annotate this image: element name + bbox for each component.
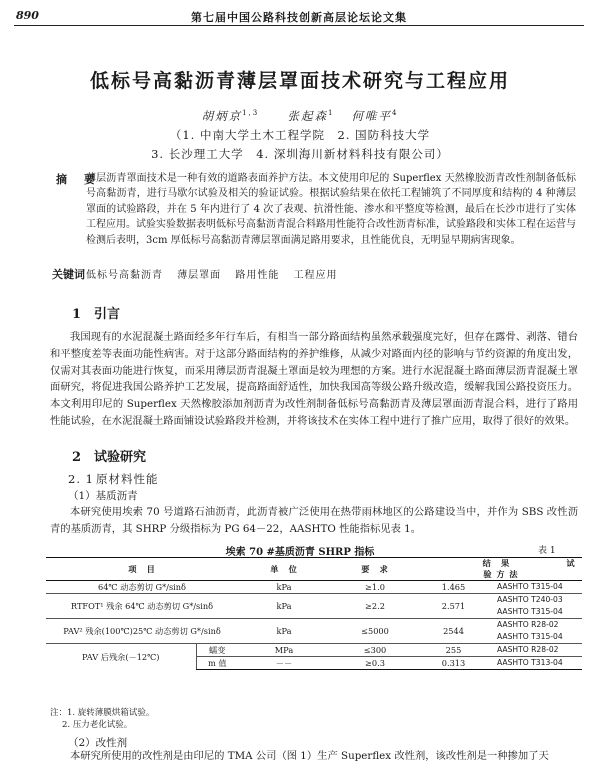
table-row	[46, 594, 582, 607]
table-header: 要 求	[330, 558, 420, 581]
table-cell-method: AASHTO T315-04	[487, 581, 582, 594]
running-header	[14, 8, 584, 26]
base-asphalt-paragraph: 本研究使用埃索 70 号道路石油沥青，此沥青被广泛使用在热带雨林地区的公路建设当中，并作为 SBS 改性沥青的基质沥青，其 SHRP 分级指标为 PG 64－22，AASHTO 性能指标见表 1。	[50, 506, 578, 535]
table-cell-item: 64℃ 动态剪切 G*/sinδ	[46, 581, 238, 594]
section-heading-introduction	[72, 303, 120, 322]
affiliation-line-1: （1. 中南大学土木工程学院 2. 国防科技大学	[169, 128, 431, 142]
section-heading-experiments	[72, 446, 146, 465]
section-title: 引言	[94, 307, 121, 322]
table-cell-req: ≥1.0	[330, 581, 420, 594]
author-2-affil: 1	[328, 109, 335, 118]
table-cell-req: ≥2.2	[330, 594, 420, 619]
shrp-table	[46, 557, 582, 670]
author-3-affil: 4	[391, 109, 399, 118]
table-cell-method: AASHTO T313-04	[487, 657, 582, 670]
introduction-paragraph: 我国现有的水泥混凝土路面经多年行车后，有相当一部分路面结构虽然承载强度完好，但存在露骨、剥落、错台和平整度差等表面功能性病害。对于这部分路面结构的养护维修，从减少对路面内径的影响与节约资源的角度出发，仅需对其表面功能进行恢复，而采用薄层沥青混凝土罩面是较为理想的方案。进行水泥混凝土路面薄层沥青混凝土罩面研究，将促进我国公路养护工艺发展，提高路面舒适性，加快我国高等级公路升级改造，缓解我国公路投资压力。本文利用印尼的 Superflex 天然橡胶添加剂沥青为改性剂制备低标号高黏沥青及薄层罩面沥青混合料，进行了路用性能试验，在水泥混凝土路面铺设试验路段并检测，并将该技术在实体工程中进行了推广应用，取得了很好的效果。	[50, 331, 578, 427]
table-note-2: 2. 压力老化试验。	[62, 720, 133, 730]
table-cell-result: 2544	[420, 619, 487, 644]
subsubsection-modifier: （2）改性剂	[68, 737, 128, 749]
table-cell-subitem: m 值	[196, 657, 238, 670]
table-cell-result: 255	[420, 644, 487, 657]
author-3: 何唯平	[351, 109, 392, 123]
table-cell-item: RTFOT¹ 残余 64℃ 动态剪切 G*/sinδ	[46, 594, 238, 619]
section-number: 1	[72, 307, 82, 322]
table-cell-req: ≥0.3	[330, 657, 420, 670]
keyword: 路用性能	[235, 270, 280, 281]
subsection-heading-materials	[68, 471, 159, 487]
table-cell-method: AASHTO T315-04	[497, 607, 563, 616]
table-cell-method: AASHTO R28-02	[487, 619, 582, 632]
modifier-paragraph: 本研究所使用的改性剂是由印尼的 TMA 公司（图 1）生产 Superflex 改性剂，该改性剂是一种掺加了天	[70, 750, 549, 762]
table-cell-result: 2.571	[420, 594, 487, 619]
section-number: 2	[72, 450, 82, 465]
keywords-list	[86, 266, 348, 281]
affiliation-line-2: 3. 长沙理工大学 4. 深圳海川新材料科技有限公司）	[151, 147, 449, 161]
subsubsection-base-asphalt: （1）基质沥青	[68, 490, 138, 502]
table-cell-method: AASHTO R28-02	[487, 644, 582, 657]
keyword: 工程应用	[293, 270, 338, 281]
abstract-label: 摘 要	[56, 173, 98, 186]
table-number: 表 1	[538, 546, 556, 556]
table-row	[46, 619, 582, 632]
author-1-affil: 1,3	[242, 109, 260, 118]
table-caption: 埃索 70 #基质沥青 SHRP 指标	[225, 547, 375, 558]
table-row	[46, 581, 582, 594]
author-1: 胡炳京	[201, 109, 243, 123]
table-header	[420, 558, 582, 581]
author-list	[0, 108, 600, 124]
table-cell-req: ≤5000	[330, 619, 420, 644]
paper-title: 低标号高黏沥青薄层罩面技术研究与工程应用	[89, 70, 510, 92]
table-cell-unit: kPa	[238, 594, 330, 619]
table-cell-unit: MPa	[238, 644, 330, 657]
section-title: 试验研究	[94, 450, 147, 465]
journal-title: 第七届中国公路科技创新高层论坛论文集	[191, 11, 407, 24]
table-cell-unit: kPa	[238, 619, 330, 644]
table-header-result: 结 果	[482, 558, 511, 568]
subsection-title: 原材料性能	[96, 472, 159, 486]
table-header: 单 位	[238, 558, 330, 581]
table-cell-req: ≤300	[330, 644, 420, 657]
table-note-1: 注：1. 旋转薄膜烘箱试验。	[50, 708, 155, 718]
table-header-row	[46, 558, 582, 581]
keywords-label: 关键词	[52, 268, 85, 281]
author-2: 张起森	[287, 109, 328, 123]
subsection-number: 2. 1	[68, 472, 94, 486]
table-row	[46, 644, 582, 657]
page-number: 890	[16, 9, 39, 22]
keyword: 低标号高黏沥青	[86, 270, 163, 281]
table-cell-item: PAV 后残余(－12℃)	[46, 644, 196, 670]
table-cell-subitem: 蠕变	[196, 644, 238, 657]
table-cell-result: 0.313	[420, 657, 487, 670]
table-cell-unit: －－	[238, 657, 330, 670]
table-cell-method: AASHTO T240-03	[487, 594, 582, 607]
table-cell-unit: kPa	[238, 581, 330, 594]
table-header: 项 目	[46, 558, 238, 581]
table-cell-item: PAV² 残余(100℃)25℃ 动态剪切 G*/sinδ	[46, 619, 238, 644]
table-header-method: 试 验 方 法	[483, 558, 576, 579]
table-cell-result: 1.465	[420, 581, 487, 594]
table-cell-method: AASHTO T315-04	[497, 632, 563, 641]
keyword: 薄层罩面	[177, 270, 222, 281]
abstract-text: 薄层沥青罩面技术是一种有效的道路表面养护方法。本文使用印尼的 Superflex 天然橡胶沥青改性剂制备低标号高黏沥青，进行马歇尔试验及相关的验证试验。根据试验结果在依托工程铺筑了不同厚度和结构的 4 种薄层罩面的试验路段，并在 5 年内进行了 4 次了表观、抗滑性能、渗水和平整度等检测，最后在长沙市进行了实体工程应用。试验实验数据表明低标号高黏沥青混合料路用性能符合改性沥青标准，试验路段和实体工程在运营与检测后表明，3cm 厚低标号高黏沥青薄层罩面满足路用要求，且性能优良，无明显早期病害现象。	[86, 173, 576, 246]
